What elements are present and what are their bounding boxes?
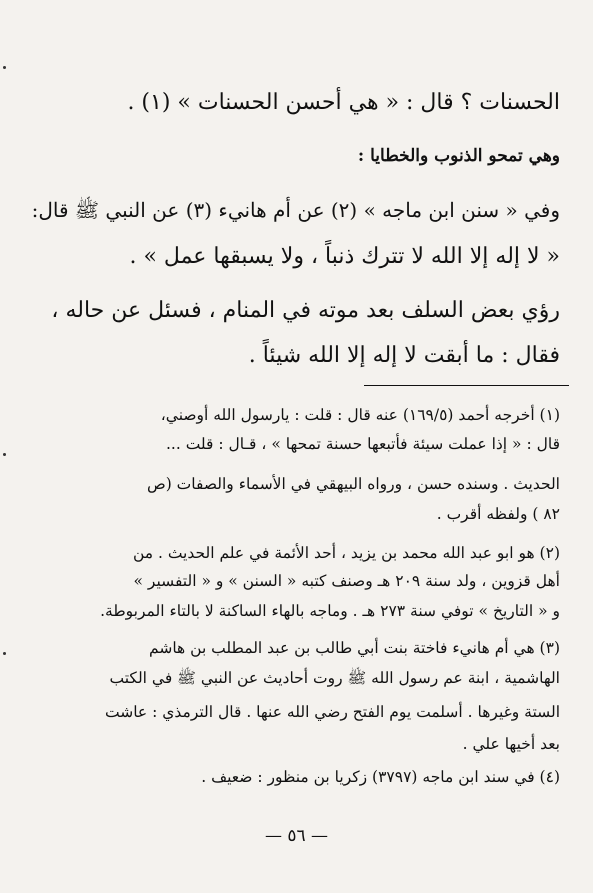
footnote-line: الهاشمية ، ابنة عم رسول الله ﷺ روت أحاديث عن النبي ﷺ في الكتب: [109, 669, 560, 687]
footnote-line: (٢) هو ابو عبد الله محمد بن يزيد ، أحد الأئمة في علم الحديث . من: [132, 544, 560, 562]
footnote-line: بعد أخيها علي .: [462, 735, 560, 753]
body-line: وفي « سنن ابن ماجه » (٢) عن أم هانيء (٣) عن النبي ﷺ قال:: [31, 198, 560, 222]
body-line: رؤي بعض السلف بعد موته في المنام ، فسئل عن حاله ،: [51, 298, 560, 323]
section-heading: وهي تمحو الذنوب والخطايا :: [357, 146, 560, 166]
footnote-line: ٨٢ ) ولفظه أقرب .: [436, 505, 560, 523]
footnote-line: أهل قزوين ، ولد سنة ٢٠٩ هـ وصنف كتبه « السنن » و « التفسير »: [133, 572, 560, 590]
footnote-line: (٣) هي أم هانيء فاختة بنت أبي طالب بن عبد المطلب بن هاشم: [149, 639, 560, 657]
margin-mark: [3, 66, 6, 69]
footnote-line: الحديث . وسنده حسن ، ورواه البيهقي في الأسماء والصفات (ص: [146, 475, 560, 493]
body-line: فقال : ما أبقت لا إله إلا الله شيئاً .: [248, 343, 560, 368]
margin-mark: [3, 453, 6, 456]
page-number: — ٥٦ —: [264, 826, 329, 846]
body-line: الحسنات ؟ قال : « هي أحسن الحسنات » (١) .: [127, 90, 560, 115]
footnote-line: (٤) في سند ابن ماجه (٣٧٩٧) زكريا بن منظور : ضعيف .: [201, 768, 560, 786]
footnote-separator: [364, 385, 569, 386]
body-line: « لا إله إلا الله لا تترك ذنباً ، ولا يسبقها عمل » .: [129, 244, 560, 269]
footnote-line: الستة وغيرها . أسلمت يوم الفتح رضي الله عنها . قال الترمذي : عاشت: [105, 703, 560, 721]
footnote-line: و « التاريخ » توفي سنة ٢٧٣ هـ . وماجه بالهاء الساكنة لا بالتاء المربوطة.: [100, 602, 560, 620]
footnote-line: قال : « إذا عملت سيئة فأتبعها حسنة تمحها » ، قـال : قلت ...: [165, 435, 560, 453]
footnote-line: (١) أخرجه أحمد (١٦٩/٥) عنه قال : قلت : يارسول الله أوصني،: [160, 406, 560, 424]
margin-mark: [3, 652, 6, 655]
